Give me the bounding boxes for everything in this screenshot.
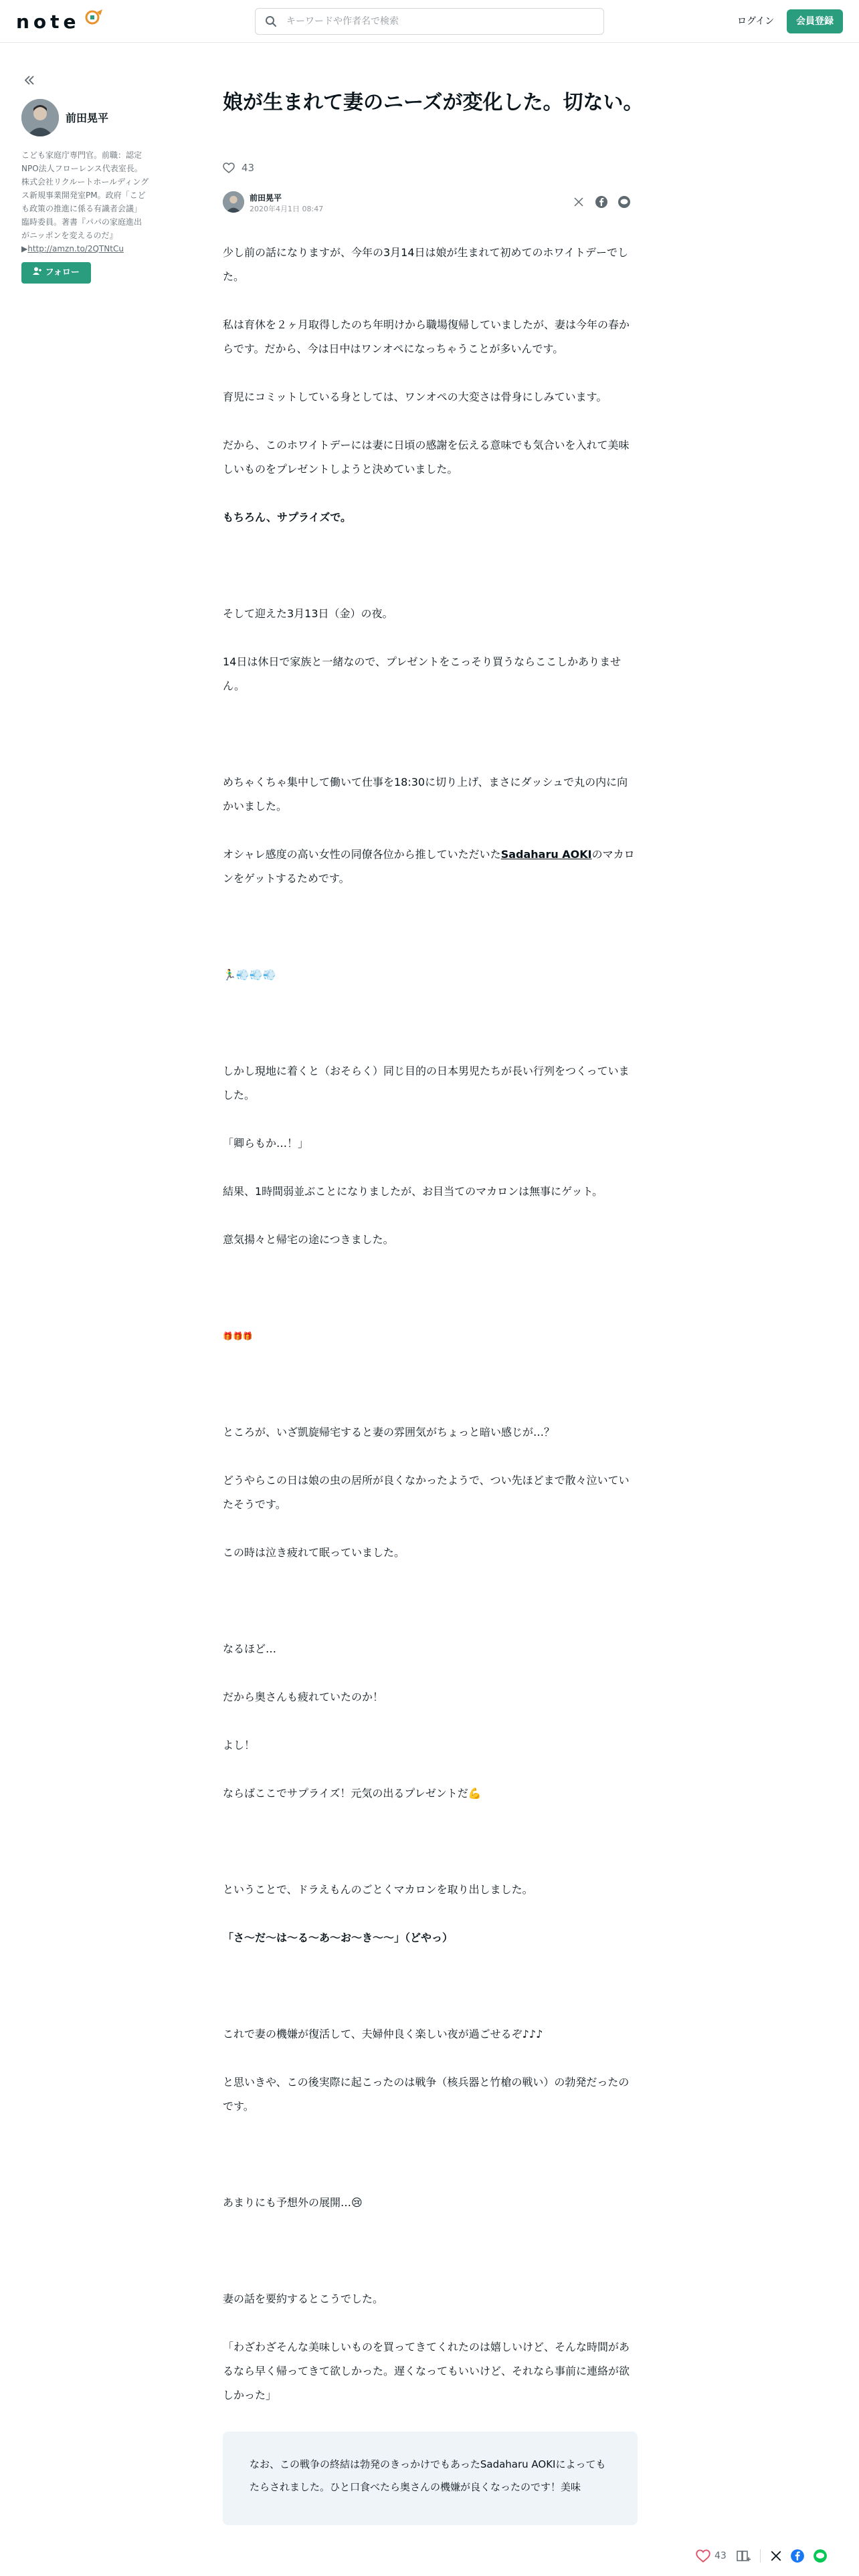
facebook-icon[interactable] bbox=[593, 194, 609, 210]
line-icon[interactable] bbox=[813, 2549, 828, 2563]
quote-text: なお、この戦争の終結は勃発のきっかけでもあったSadaharu AOKIによってもたらされました。ひと口食べたら奥さんの機嫌が良くなったのです！美味 bbox=[250, 2458, 606, 2493]
site-header bbox=[0, 0, 859, 43]
magazine-add-icon[interactable] bbox=[736, 2549, 751, 2563]
paragraph: だから、このホワイトデーには妻に日頃の感謝を伝える意味でも気合いを入れて美味しいものをプレゼントしようと決めていました。 bbox=[223, 439, 630, 475]
paragraph: あまりにも予想外の展開…😢 bbox=[223, 2196, 363, 2209]
paragraph: 意気揚々と帰宅の途につきました。 bbox=[223, 1233, 394, 1246]
author-bio bbox=[21, 148, 149, 255]
login-link[interactable]: ログイン bbox=[737, 16, 775, 27]
sadaharu-aoki-link[interactable]: Sadaharu AOKI bbox=[500, 848, 592, 861]
paragraph: 少し前の話になりますが、今年の3月14日は娘が生まれて初めてのホワイトデーでした。 bbox=[223, 246, 629, 283]
quote-box bbox=[223, 2432, 638, 2525]
article-body bbox=[223, 241, 638, 2525]
paragraph: なるほど… bbox=[223, 1642, 277, 1655]
article-title: 娘が生まれて妻のニーズが変化した。切ない。 bbox=[223, 91, 644, 114]
paragraph: 「わざわざそんな美味しいものを買ってきてくれたのは嬉しいけど、そんな時間があるなら早く帰ってきて欲しかった。遅くなってもいいけど、それなら事前に連絡が欲しかった」 bbox=[223, 2341, 630, 2401]
paragraph: 育児にコミットしている身としては、ワンオペの大変さは骨身にしみています。 bbox=[223, 391, 607, 403]
line-icon[interactable] bbox=[616, 194, 632, 210]
paragraph: だから奥さんも疲れていたのか！ bbox=[223, 1691, 384, 1703]
like-count: 43 bbox=[242, 162, 255, 174]
search-icon bbox=[265, 15, 277, 27]
search-box[interactable] bbox=[255, 8, 604, 35]
heart-icon[interactable] bbox=[696, 2549, 710, 2563]
like-count-floating: 43 bbox=[714, 2551, 727, 2561]
paragraph-with-link bbox=[223, 843, 638, 891]
author-bio-link[interactable]: http://amzn.to/2QTNtCu bbox=[27, 244, 124, 253]
emoji-line: 🏃‍♂️💨💨💨 bbox=[223, 968, 276, 981]
paragraph: ところが、いざ凱旋帰宅すると妻の雰囲気がちょっと暗い感じが…？ bbox=[223, 1426, 555, 1438]
author-avatar[interactable] bbox=[21, 99, 59, 136]
paragraph: そして迎えた3月13日（金）の夜。 bbox=[223, 607, 393, 620]
paragraph: めちゃくちゃ集中して働いて仕事を18:30に切り上げ、まさにダッシュで丸の内に向かいました。 bbox=[223, 776, 628, 813]
author-mini-avatar[interactable] bbox=[223, 191, 244, 213]
author-bio-text: こども家庭庁専門官。前職：認定NPO法人フローレンス代表室長。株式会社リクルートホールディングス新規事業開発室PM。政府「こども政策の推進に係る有識者会議」臨時委員。著書『パパの家庭進出がニッポンを変えるのだ』▶ bbox=[21, 150, 149, 253]
logo-wordmark: note bbox=[16, 10, 80, 33]
paragraph: 14日は休日で家族と一緒なので、プレゼントをこっそり買うならここしかありません。 bbox=[223, 655, 622, 692]
article-meta bbox=[223, 190, 644, 214]
paragraph: 結果、1時間弱並ぶことになりましたが、お目当てのマカロンは無事にゲット。 bbox=[223, 1185, 603, 1198]
paragraph: ということで、ドラえもんのごとくマカロンを取り出しました。 bbox=[223, 1883, 533, 1896]
paragraph-text: オシャレ感度の高い女性の同僚各位から推していただいた bbox=[223, 848, 501, 861]
paragraph: この時は泣き疲れて眠っていました。 bbox=[223, 1546, 405, 1559]
floating-action-bar bbox=[696, 2544, 856, 2568]
paragraph: これで妻の機嫌が復活して、夫婦仲良く楽しい夜が過ごせるぞ♪♪♪ bbox=[223, 2028, 543, 2040]
paragraph-bold: もちろん、サプライズで。 bbox=[223, 511, 352, 524]
paragraph: ならばここでサプライズ！元気の出るプレゼントだ💪 bbox=[223, 1787, 482, 1800]
paragraph: 妻の話を要約するとこうでした。 bbox=[223, 2292, 384, 2305]
author-name[interactable]: 前田晃平 bbox=[66, 112, 109, 124]
paragraph: よし！ bbox=[223, 1739, 256, 1751]
emoji-line: 🎁🎁🎁 bbox=[223, 1331, 253, 1341]
signup-button[interactable]: 会員登録 bbox=[787, 9, 843, 33]
paragraph: しかし現地に着くと（おそらく）同じ目的の日本男児たちが長い行列をつくっていました。 bbox=[223, 1065, 630, 1101]
x-icon[interactable] bbox=[571, 194, 587, 210]
x-icon[interactable] bbox=[770, 2550, 782, 2562]
heart-icon bbox=[223, 163, 235, 173]
publish-date: 2020年4月1日 08:47 bbox=[250, 205, 324, 213]
logo-mark-icon bbox=[82, 8, 104, 28]
paragraph: と思いきや、この後実際に起こったのは戦争（核兵器と竹槍の戦い）の勃発だったのです。 bbox=[223, 2076, 630, 2113]
facebook-icon[interactable] bbox=[790, 2549, 805, 2563]
search-input[interactable] bbox=[285, 15, 579, 27]
double-chevron-left-icon[interactable] bbox=[23, 74, 39, 90]
paragraph-text: のマカロンをゲットするためです。 bbox=[223, 848, 635, 885]
follow-button[interactable] bbox=[21, 262, 91, 284]
paragraph: 「卿らもか…！」 bbox=[223, 1137, 309, 1150]
meta-author-name[interactable]: 前田晃平 bbox=[250, 193, 282, 203]
paragraph: どうやらこの日は娘の虫の居所が良くなかったようで、つい先ほどまで散々泣いていたそうです。 bbox=[223, 1474, 630, 1511]
like-summary[interactable] bbox=[223, 160, 254, 175]
paragraph-bold: 「さ〜だ〜は〜る〜あ〜お〜き〜〜」（どやっ） bbox=[223, 1931, 454, 1944]
divider bbox=[760, 2549, 761, 2563]
paragraph: 私は育休を２ヶ月取得したのち年明けから職場復帰していましたが、妻は今年の春からです。だから、今は日中はワンオペになっちゃうことが多いんです。 bbox=[223, 318, 630, 355]
follow-label: フォロー bbox=[45, 267, 80, 278]
note-logo[interactable] bbox=[16, 9, 104, 33]
person-add-icon bbox=[33, 267, 45, 278]
